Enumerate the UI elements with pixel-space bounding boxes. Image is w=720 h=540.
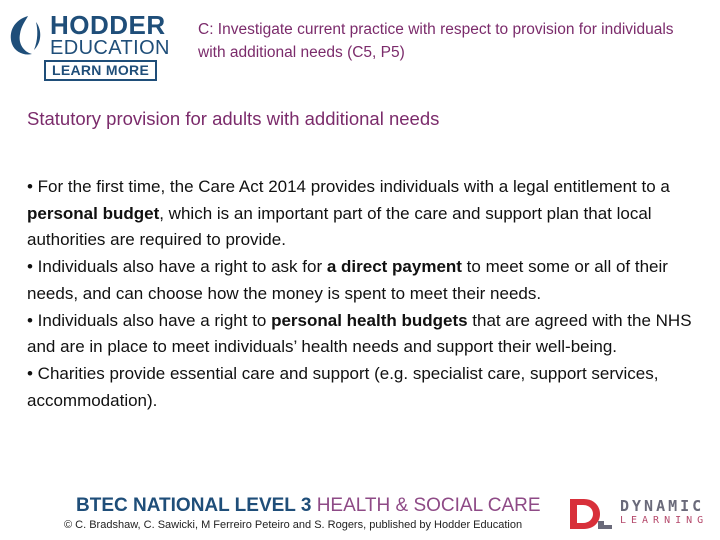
bullet-emphasis: a direct payment	[326, 257, 462, 277]
logo-education-text: EDUCATION	[50, 37, 170, 59]
bullet-text: • Individuals also have a right to ask for	[27, 257, 327, 277]
bullet-emphasis: personal budget	[27, 203, 160, 223]
logo-learn-more-text: LEARN MORE	[44, 60, 157, 81]
bullet-text: , which is an important part of the care and support plan that local authorities are required to provide.	[27, 203, 652, 250]
hodder-swoosh-icon	[6, 14, 46, 58]
bullet-text: that are agreed with the NHS and are in place to meet individuals’ health needs and support their well-being.	[27, 310, 692, 357]
footer-copyright: © C. Bradshaw, C. Sawicki, M Ferreiro Peteiro and S. Rogers, published by Hodder Education	[64, 519, 523, 531]
footer-title-subject: HEALTH & SOCIAL CARE	[311, 495, 541, 516]
footer-course-title	[76, 495, 566, 517]
section-heading: Statutory provision for adults with additional needs	[27, 108, 440, 129]
page-header-title: C: Investigate current practice with respect to provision for individuals with additional needs (C5, P5)	[198, 21, 674, 61]
dl-learning-text: LEARNING	[620, 515, 709, 526]
logo-hodder-text: HODDER	[50, 10, 166, 40]
bullet-item	[27, 254, 697, 307]
hodder-education-logo	[6, 10, 170, 78]
bullet-text: • For the first time, the Care Act 2014 provides individuals with a legal entitlement to a	[27, 177, 670, 196]
bullet-item	[27, 308, 697, 361]
bullet-text: to meet some or all of their needs, and can choose how the money is spent to meet their needs.	[27, 257, 668, 303]
bullet-list	[27, 174, 697, 414]
bullet-item	[27, 174, 697, 254]
dl-dynamic-text: DYNAMIC	[620, 497, 705, 515]
dynamic-learning-mark-icon	[568, 495, 614, 533]
bullet-text: • Charities provide essential care and support (e.g. specialist care, support services, accommodation).	[27, 363, 659, 410]
dynamic-learning-logo	[568, 495, 708, 533]
bullet-item	[27, 361, 697, 414]
bullet-text: • Individuals also have a right to	[27, 310, 272, 330]
bullet-emphasis: personal health budgets	[271, 310, 468, 330]
footer-title-bold: BTEC NATIONAL LEVEL 3	[76, 495, 312, 516]
